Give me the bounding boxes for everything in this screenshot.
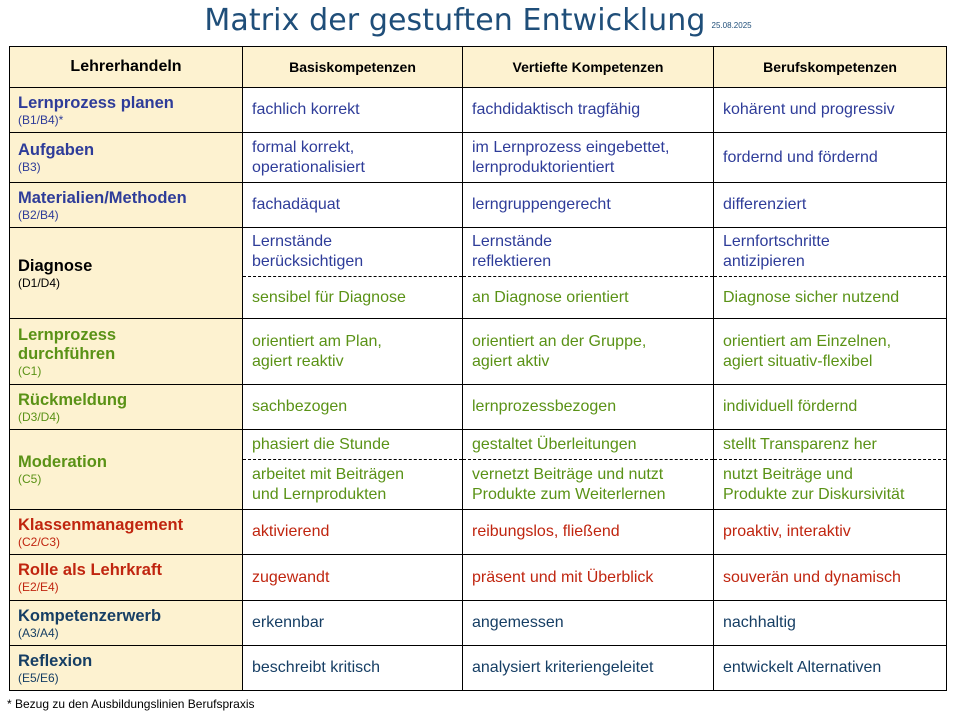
row-label-cell (10, 430, 243, 510)
header-vertiefte-kompetenzen: Vertiefte Kompetenzen (463, 47, 714, 88)
row-label-cell (10, 319, 243, 385)
row-ref: (B1/B4)* (18, 112, 64, 127)
cell-vertieft-top: gestaltet Überleitungen (463, 430, 713, 460)
cell-vertieft: fachdidaktisch tragfähig (463, 88, 714, 133)
cell-beruf-bottom: nutzt Beiträge und Produkte zur Diskursivität (723, 465, 905, 503)
header-lehrerhandeln: Lehrerhandeln (10, 47, 243, 88)
split-cell-beruf (714, 228, 947, 319)
table-row (10, 183, 947, 228)
split-cell-basis (243, 430, 463, 510)
row-ref: (D3/D4) (18, 409, 61, 424)
cell-basis: fachadäquat (243, 183, 463, 228)
cell-basis: orientiert am Plan, agiert reaktiv (243, 319, 463, 385)
cell-basis: fachlich korrekt (243, 88, 463, 133)
row-label: Kompetenzerwerb (18, 606, 162, 625)
header-berufskompetenzen: Berufskompetenzen (714, 47, 947, 88)
row-label: Diagnose (18, 256, 93, 275)
row-label: Aufgaben (18, 141, 95, 159)
split-cell-beruf (714, 430, 947, 510)
cell-vertieft: orientiert an der Gruppe, agiert aktiv (463, 319, 714, 385)
row-ref: (E5/E6) (18, 670, 59, 685)
row-label-cell (10, 646, 243, 691)
row-label: Rückmeldung (18, 390, 128, 409)
cell-basis: zugewandt (243, 555, 463, 601)
cell-basis: aktivierend (243, 510, 463, 555)
row-label-cell (10, 183, 243, 228)
cell-basis: sachbezogen (243, 385, 463, 430)
title-bar (0, 0, 956, 44)
cell-beruf: kohärent und progressiv (714, 88, 947, 133)
cell-vertieft: im Lernprozess eingebettet, lernproduktorientiert (463, 133, 714, 183)
row-label: Reflexion (18, 651, 93, 670)
row-label-cell (10, 555, 243, 601)
competency-matrix (9, 46, 947, 691)
split-cell-vertieft (463, 228, 714, 319)
cell-basis-top: Lernstände berücksichtigen (243, 228, 462, 277)
row-label-cell (10, 510, 243, 555)
cell-beruf-bottom: Diagnose sicher nutzend (723, 288, 900, 306)
row-label-cell (10, 133, 243, 183)
row-ref: (B2/B4) (18, 207, 59, 222)
table-row (10, 646, 947, 691)
row-label: Materialien/Methoden (18, 188, 187, 207)
row-ref: (B3) (18, 160, 41, 174)
table-row (10, 228, 947, 319)
header-basiskompetenzen: Basiskompetenzen (243, 47, 463, 88)
cell-basis-bottom: arbeitet mit Beiträgen und Lernprodukten (252, 465, 405, 503)
cell-vertieft-bottom: an Diagnose orientiert (472, 288, 629, 306)
row-label: Klassenmanagement (18, 515, 184, 534)
header-row (10, 47, 947, 88)
table-row (10, 88, 947, 133)
cell-vertieft: analysiert kriteriengeleitet (463, 646, 714, 691)
cell-basis: beschreibt kritisch (243, 646, 463, 691)
row-ref: (C1) (18, 363, 42, 378)
cell-beruf: differenziert (714, 183, 947, 228)
row-label-cell (10, 385, 243, 430)
cell-vertieft: lerngruppengerecht (463, 183, 714, 228)
cell-beruf: souverän und dynamisch (714, 555, 947, 601)
row-ref: (E2/E4) (18, 580, 59, 594)
row-label: Lernprozess planen (18, 93, 174, 112)
table-row (10, 133, 947, 183)
cell-beruf: entwickelt Alternativen (714, 646, 947, 691)
cell-vertieft: reibungslos, fließend (463, 510, 714, 555)
cell-vertieft: präsent und mit Überblick (463, 555, 714, 601)
row-ref: (C5) (18, 472, 42, 486)
table-row (10, 555, 947, 601)
cell-basis: formal korrekt, operationalisiert (243, 133, 463, 183)
cell-beruf-top: Lernfortschritte antizipieren (714, 228, 946, 277)
cell-basis: erkennbar (243, 601, 463, 646)
table-row (10, 430, 947, 510)
cell-basis-top: phasiert die Stunde (243, 430, 462, 460)
cell-vertieft-bottom: vernetzt Beiträge und nutzt Produkte zum Weiterlernen (472, 465, 666, 503)
row-label-cell (10, 88, 243, 133)
table-row (10, 510, 947, 555)
cell-beruf: proaktiv, interaktiv (714, 510, 947, 555)
split-cell-vertieft (463, 430, 714, 510)
split-cell-basis (243, 228, 463, 319)
footnote: * Bezug zu den Ausbildungslinien Berufspraxis (7, 697, 255, 711)
table-row (10, 319, 947, 385)
cell-beruf: individuell fördernd (714, 385, 947, 430)
page-title: Matrix der gestuften Entwicklung (204, 3, 706, 38)
row-label: Moderation (18, 453, 107, 471)
row-label-cell (10, 601, 243, 646)
table-row (10, 601, 947, 646)
cell-vertieft: angemessen (463, 601, 714, 646)
row-ref: (C2/C3) (18, 534, 61, 549)
cell-beruf: nachhaltig (714, 601, 947, 646)
cell-beruf: fordernd und fördernd (714, 133, 947, 183)
row-ref: (D1/D4) (18, 275, 61, 290)
cell-beruf-top: stellt Transparenz her (714, 430, 946, 460)
cell-vertieft: lernprozessbezogen (463, 385, 714, 430)
date-label: 25.08.2025 (711, 21, 752, 30)
cell-vertieft-top: Lernstände reflektieren (463, 228, 713, 277)
row-label: Lernprozess durchführen (18, 325, 117, 363)
row-ref: (A3/A4) (18, 625, 59, 640)
cell-beruf: orientiert am Einzelnen, agiert situativ-flexibel (714, 319, 947, 385)
row-label-cell (10, 228, 243, 319)
cell-basis-bottom: sensibel für Diagnose (252, 288, 406, 306)
table-row (10, 385, 947, 430)
row-label: Rolle als Lehrkraft (18, 561, 162, 579)
